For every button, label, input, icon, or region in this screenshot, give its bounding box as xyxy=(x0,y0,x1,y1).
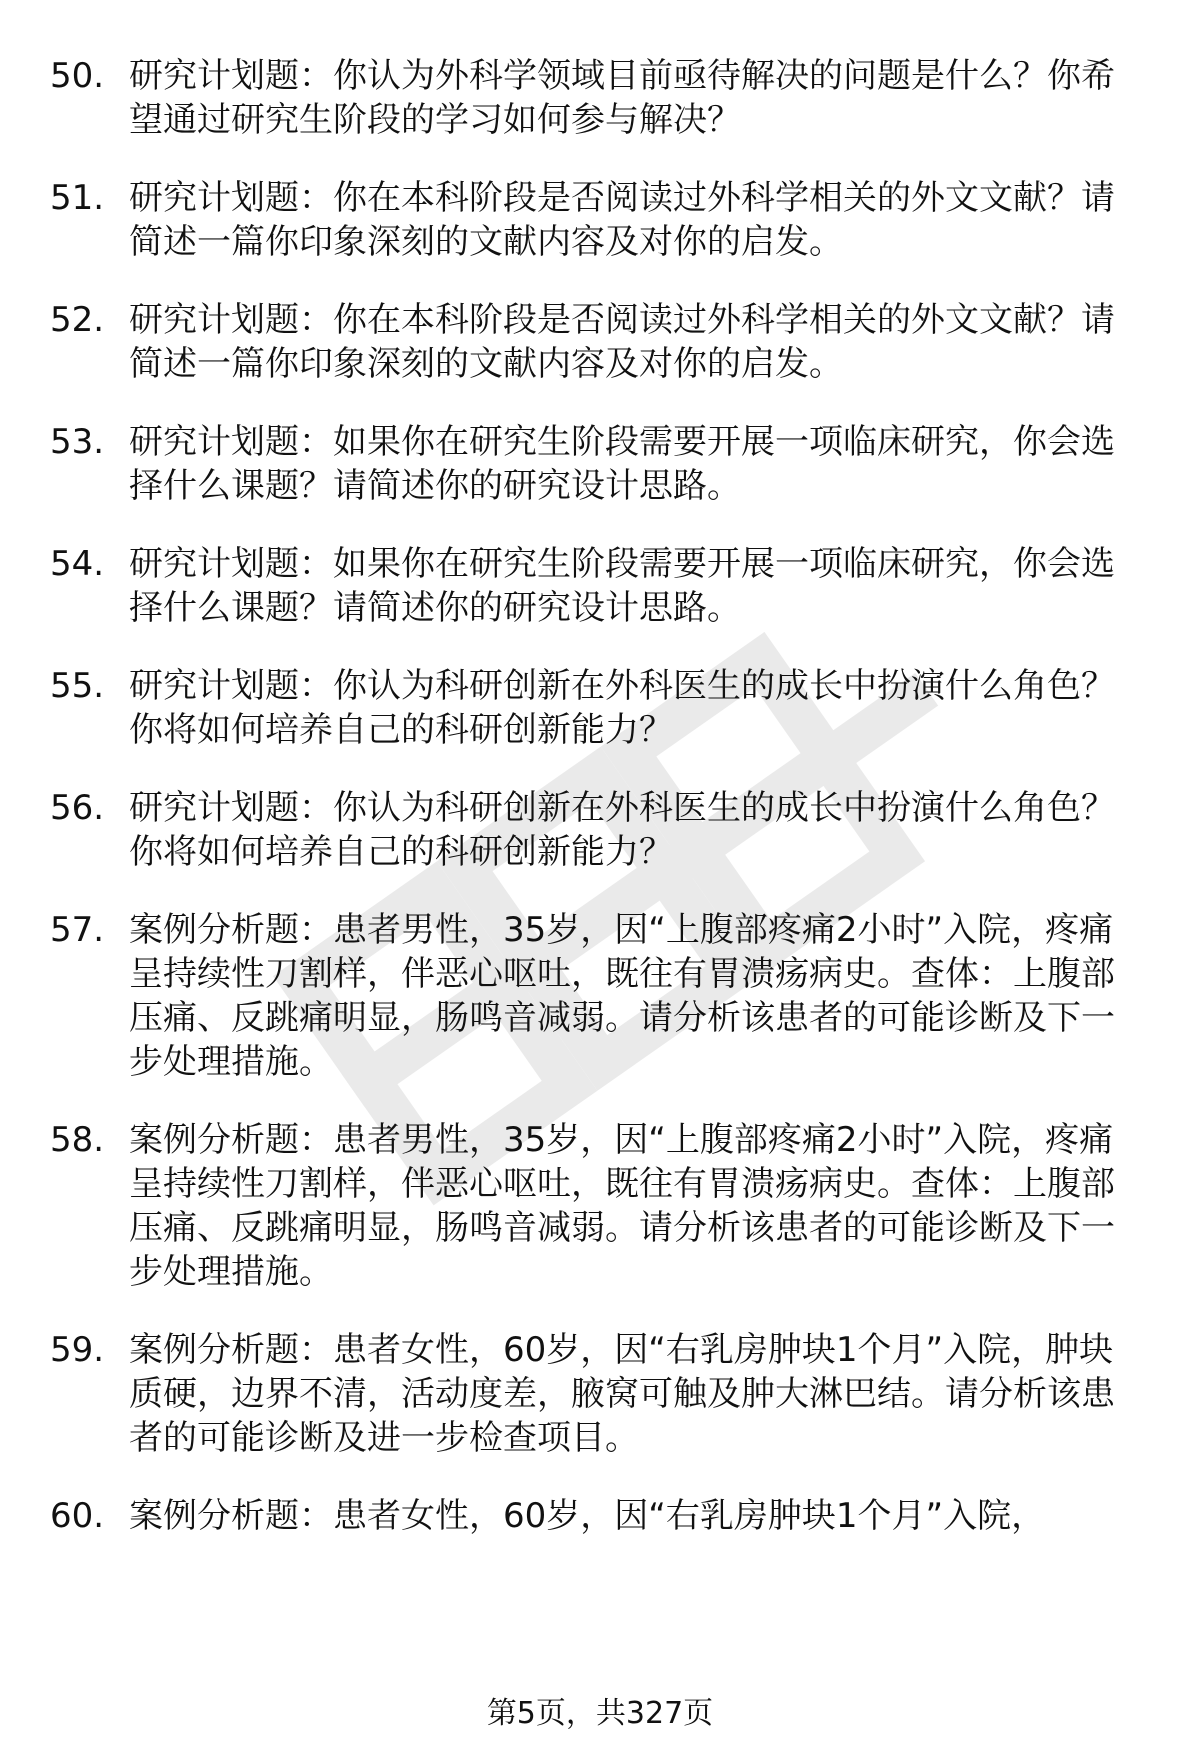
question-item xyxy=(50,298,1160,386)
question-item xyxy=(50,664,1160,752)
question-item xyxy=(50,420,1160,508)
question-text: 案例分析题：患者女性，60岁，因“右乳房肿块1个月”入院， xyxy=(129,1496,1046,1536)
question-number: 51. xyxy=(50,178,105,218)
question-item xyxy=(50,908,1160,1084)
question-text: 案例分析题：患者女性，60岁，因“右乳房肿块1个月”入院，肿块质硬，边界不清，活动度差，腋窝可触及肿大淋巴结。请分析该患者的可能诊断及进一步检查项目。 xyxy=(129,1330,1115,1458)
question-number: 50. xyxy=(50,56,105,96)
question-text: 研究计划题：如果你在研究生阶段需要开展一项临床研究，你会选择什么课题？请简述你的研究设计思路。 xyxy=(129,544,1115,628)
question-text: 研究计划题：你在本科阶段是否阅读过外科学相关的外文文献？请简述一篇你印象深刻的文献内容及对你的启发。 xyxy=(129,178,1115,262)
question-number: 60. xyxy=(50,1496,105,1536)
question-text: 研究计划题：你在本科阶段是否阅读过外科学相关的外文文献？请简述一篇你印象深刻的文献内容及对你的启发。 xyxy=(129,300,1115,384)
question-text: 案例分析题：患者男性，35岁，因“上腹部疼痛2小时”入院，疼痛呈持续性刀割样，伴恶心呕吐，既往有胃溃疡病史。查体：上腹部压痛、反跳痛明显，肠鸣音减弱。请分析该患者的可能诊断及下一步处理措施。 xyxy=(129,910,1115,1082)
question-number: 57. xyxy=(50,910,105,950)
question-number: 59. xyxy=(50,1330,105,1370)
page-footer: 第5页，共327页 xyxy=(486,1696,714,1731)
question-item xyxy=(50,786,1160,874)
question-text: 研究计划题：如果你在研究生阶段需要开展一项临床研究，你会选择什么课题？请简述你的研究设计思路。 xyxy=(129,422,1115,506)
question-number: 54. xyxy=(50,544,105,584)
question-item xyxy=(50,1494,1160,1538)
question-text: 案例分析题：患者男性，35岁，因“上腹部疼痛2小时”入院，疼痛呈持续性刀割样，伴恶心呕吐，既往有胃溃疡病史。查体：上腹部压痛、反跳痛明显，肠鸣音减弱。请分析该患者的可能诊断及下一步处理措施。 xyxy=(129,1120,1115,1292)
question-number: 53. xyxy=(50,422,105,462)
question-item xyxy=(50,176,1160,264)
question-item xyxy=(50,1118,1160,1294)
question-number: 58. xyxy=(50,1120,105,1160)
question-list xyxy=(50,54,1160,1572)
question-number: 55. xyxy=(50,666,105,706)
question-text: 研究计划题：你认为科研创新在外科医生的成长中扮演什么角色？你将如何培养自己的科研创新能力？ xyxy=(129,666,1115,750)
question-item xyxy=(50,542,1160,630)
question-item xyxy=(50,54,1160,142)
question-text: 研究计划题：你认为科研创新在外科医生的成长中扮演什么角色？你将如何培养自己的科研创新能力？ xyxy=(129,788,1115,872)
question-text: 研究计划题：你认为外科学领域目前亟待解决的问题是什么？你希望通过研究生阶段的学习如何参与解决？ xyxy=(129,56,1115,140)
question-number: 56. xyxy=(50,788,105,828)
question-number: 52. xyxy=(50,300,105,340)
question-item xyxy=(50,1328,1160,1460)
